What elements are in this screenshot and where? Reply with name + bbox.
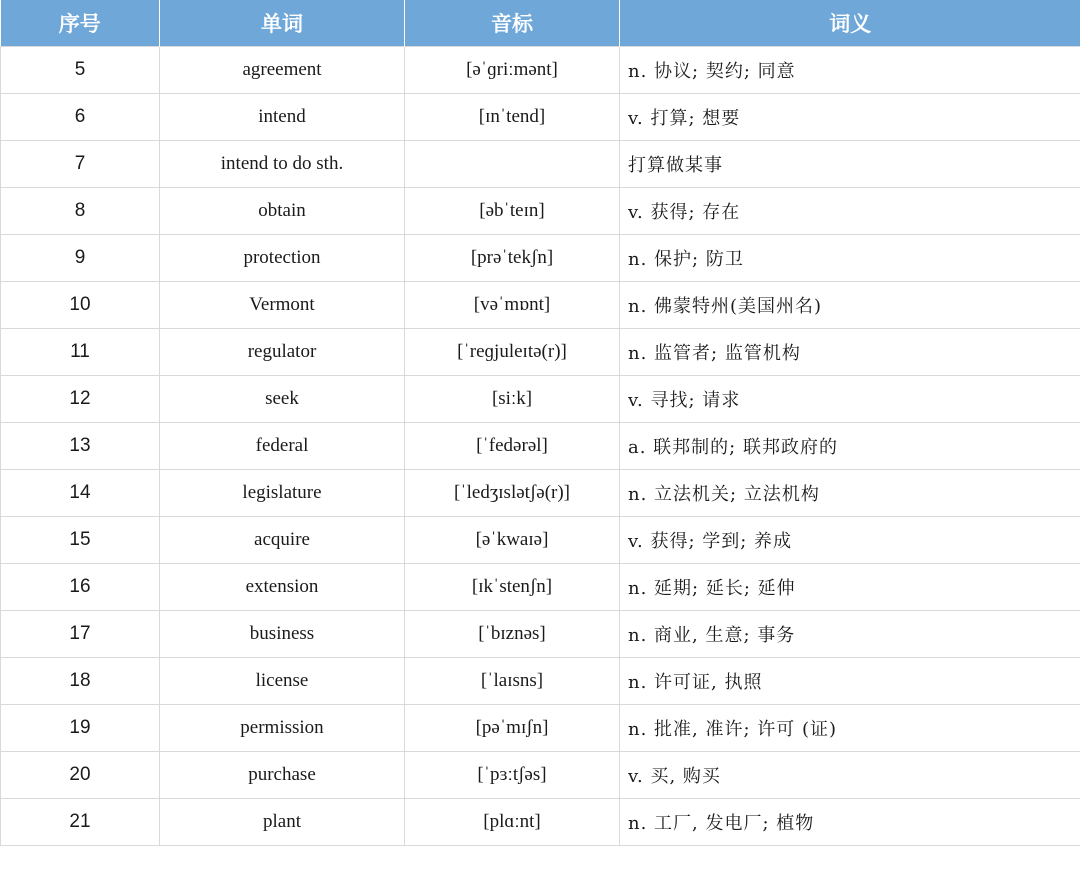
row-word: acquire [160,517,405,564]
row-number: 17 [1,611,160,658]
row-definition: n. 协议; 契约; 同意 [620,47,1080,94]
row-number: 19 [1,705,160,752]
row-number: 18 [1,658,160,705]
row-number: 11 [1,329,160,376]
row-number: 6 [1,94,160,141]
row-word: seek [160,376,405,423]
row-definition: n. 许可证, 执照 [620,658,1080,705]
row-phonetic: [vəˈmɒnt] [405,282,620,329]
table-row [1,141,1080,188]
row-definition: n. 立法机关; 立法机构 [620,470,1080,517]
row-definition: n. 工厂, 发电厂; 植物 [620,799,1080,846]
row-word: purchase [160,752,405,799]
table-row [1,705,1080,752]
row-word: extension [160,564,405,611]
row-word: protection [160,235,405,282]
table-row [1,564,1080,611]
table-row [1,47,1080,94]
table-row [1,423,1080,470]
row-phonetic: [ˈlaɪsns] [405,658,620,705]
table-row [1,282,1080,329]
row-word: business [160,611,405,658]
row-phonetic: [ˈfedərəl] [405,423,620,470]
table-row [1,94,1080,141]
row-definition: v. 寻找; 请求 [620,376,1080,423]
table-row [1,611,1080,658]
table-row [1,752,1080,799]
row-number: 12 [1,376,160,423]
row-phonetic: [ˈreɡjuleɪtə(r)] [405,329,620,376]
row-number: 16 [1,564,160,611]
table-row [1,799,1080,846]
row-definition: v. 买, 购买 [620,752,1080,799]
row-phonetic [405,141,620,188]
row-definition: n. 延期; 延长; 延伸 [620,564,1080,611]
header-definition: 词义 [620,0,1080,47]
table-body [1,47,1080,846]
row-word: permission [160,705,405,752]
table-header [1,0,1080,47]
table-row [1,329,1080,376]
row-phonetic: [ˈbɪznəs] [405,611,620,658]
table-row [1,376,1080,423]
row-definition: 打算做某事 [620,141,1080,188]
row-definition: n. 监管者; 监管机构 [620,329,1080,376]
row-phonetic: [əˈɡriːmənt] [405,47,620,94]
table-row [1,470,1080,517]
row-phonetic: [ɪnˈtend] [405,94,620,141]
row-phonetic: [əˈkwaɪə] [405,517,620,564]
row-phonetic: [siːk] [405,376,620,423]
row-phonetic: [ɪkˈstenʃn] [405,564,620,611]
header-phonetic: 音标 [405,0,620,47]
row-phonetic: [əbˈteɪn] [405,188,620,235]
row-word: obtain [160,188,405,235]
header-row [1,0,1080,47]
row-word: intend [160,94,405,141]
row-phonetic: [ˈledʒɪslətʃə(r)] [405,470,620,517]
header-word: 单词 [160,0,405,47]
header-number: 序号 [1,0,160,47]
row-number: 9 [1,235,160,282]
row-definition: v. 打算; 想要 [620,94,1080,141]
row-definition: a. 联邦制的; 联邦政府的 [620,423,1080,470]
row-number: 7 [1,141,160,188]
row-number: 21 [1,799,160,846]
row-definition: n. 佛蒙特州(美国州名) [620,282,1080,329]
row-word: plant [160,799,405,846]
table-row [1,658,1080,705]
row-definition: v. 获得; 学到; 养成 [620,517,1080,564]
row-phonetic: [ˈpɜːtʃəs] [405,752,620,799]
row-phonetic: [plɑːnt] [405,799,620,846]
row-phonetic: [pəˈmɪʃn] [405,705,620,752]
table-row [1,235,1080,282]
row-definition: n. 保护; 防卫 [620,235,1080,282]
row-number: 8 [1,188,160,235]
row-definition: v. 获得; 存在 [620,188,1080,235]
row-number: 10 [1,282,160,329]
row-definition: n. 批准, 准许; 许可 (证) [620,705,1080,752]
row-number: 14 [1,470,160,517]
row-word: legislature [160,470,405,517]
row-word: agreement [160,47,405,94]
row-word: intend to do sth. [160,141,405,188]
row-word: Vermont [160,282,405,329]
row-word: regulator [160,329,405,376]
row-phonetic: [prəˈtekʃn] [405,235,620,282]
table-row [1,188,1080,235]
row-word: license [160,658,405,705]
row-number: 15 [1,517,160,564]
row-number: 5 [1,47,160,94]
row-number: 20 [1,752,160,799]
table-row [1,517,1080,564]
row-word: federal [160,423,405,470]
row-definition: n. 商业, 生意; 事务 [620,611,1080,658]
row-number: 13 [1,423,160,470]
